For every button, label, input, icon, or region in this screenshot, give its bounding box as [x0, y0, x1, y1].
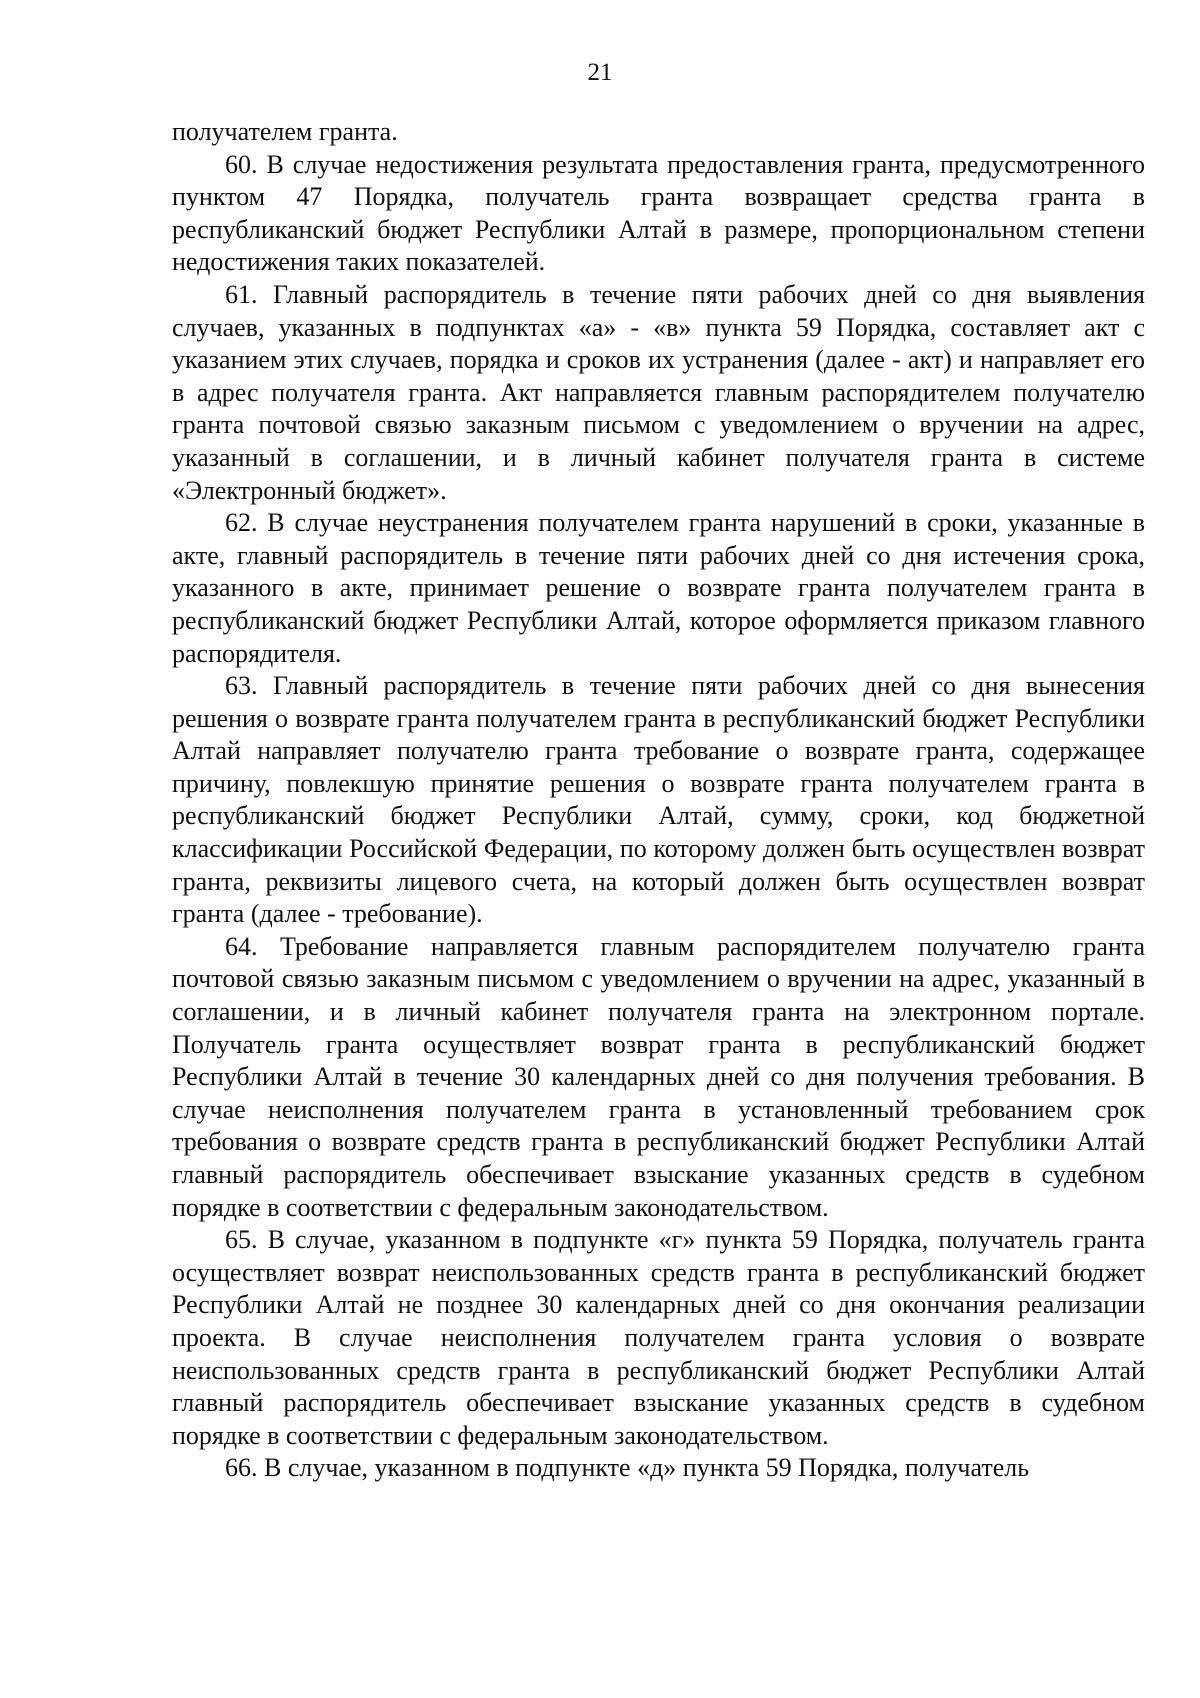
paragraph-63: 63. Главный распорядитель в течение пяти рабочих дней со дня вынесения решения о возврате гранта получателем гранта в республиканский бюджет Республики Алтай направляет получателю гранта требование о возврате гранта, содержащее причину, повлекшую принятие решения о возврате гранта получателем гранта в республиканский бюджет Республики Алтай, сумму, сроки, код бюджетной классификации Российской Федерации, по которому должен быть осуществлен возврат гранта, реквизиты лицевого счета, на который должен быть осуществлен возврат гранта (далее - требование). — [172, 671, 1145, 929]
paragraph-64: 64. Требование направляется главным распорядителем получателю гранта почтовой связью заказным письмом с уведомлением о вручении на адрес, указанный в соглашении, и в личный кабинет получателя гранта на электронном портале. Получатель гранта осуществляет возврат гранта в республиканский бюджет Республики Алтай в течение 30 календарных дней со дня получения требования. В случае неисполнения получателем гранта в установленный требованием срок требования о возврате средств гранта в республиканский бюджет Республики Алтай главный распорядитель обеспечивает взыскание указанных средств в судебном порядке в соответствии с федеральным законодательством. — [172, 931, 1145, 1222]
paragraph-61: 61. Главный распорядитель в течение пяти рабочих дней со дня выявления случаев, указанных в подпунктах «а» - «в» пункта 59 Порядка, составляет акт с указанием этих случаев, порядка и сроков их устранения (далее - акт) и направляет его в адрес получателя гранта. Акт направляется главным распорядителем получателю гранта почтовой связью заказным письмом с уведомлением о вручении на адрес, указанный в соглашении, и в личный кабинет получателя гранта в системе «Электронный бюджет». — [172, 279, 1145, 505]
paragraph-66: 66. В случае, указанном в подпункте «д» пункта 59 Порядка, получатель — [225, 1453, 1030, 1483]
paragraph-continuation: получателем гранта. — [172, 117, 398, 146]
paragraph-60: 60. В случае недостижения результата предоставления гранта, предусмотренного пунктом 47 Порядка, получатель гранта возвращает средства гранта в республиканский бюджет Республики Алтай в размере, пропорциональном степени недостижения таких показателей. — [172, 149, 1145, 277]
page-number: 21 — [587, 59, 613, 86]
document-body — [172, 116, 1145, 1485]
paragraph-62: 62. В случае неустранения получателем гранта нарушений в сроки, указанные в акте, главный распорядитель в течение пяти рабочих дней со дня истечения срока, указанного в акте, принимает решение о возврате гранта получателем гранта в республиканский бюджет Республики Алтай, которое оформляется приказом главного распорядителя. — [172, 508, 1145, 668]
paragraph-65: 65. В случае, указанном в подпункте «г» пункта 59 Порядка, получатель гранта осуществляет возврат неиспользованных средств гранта в республиканский бюджет Республики Алтай не позднее 30 календарных дней со дня окончания реализации проекта. В случае неисполнения получателем гранта условия о возврате неиспользованных средств гранта в республиканский бюджет Республики Алтай главный распорядитель обеспечивает взыскание указанных средств в судебном порядке в соответствии с федеральным законодательством. — [172, 1225, 1145, 1450]
